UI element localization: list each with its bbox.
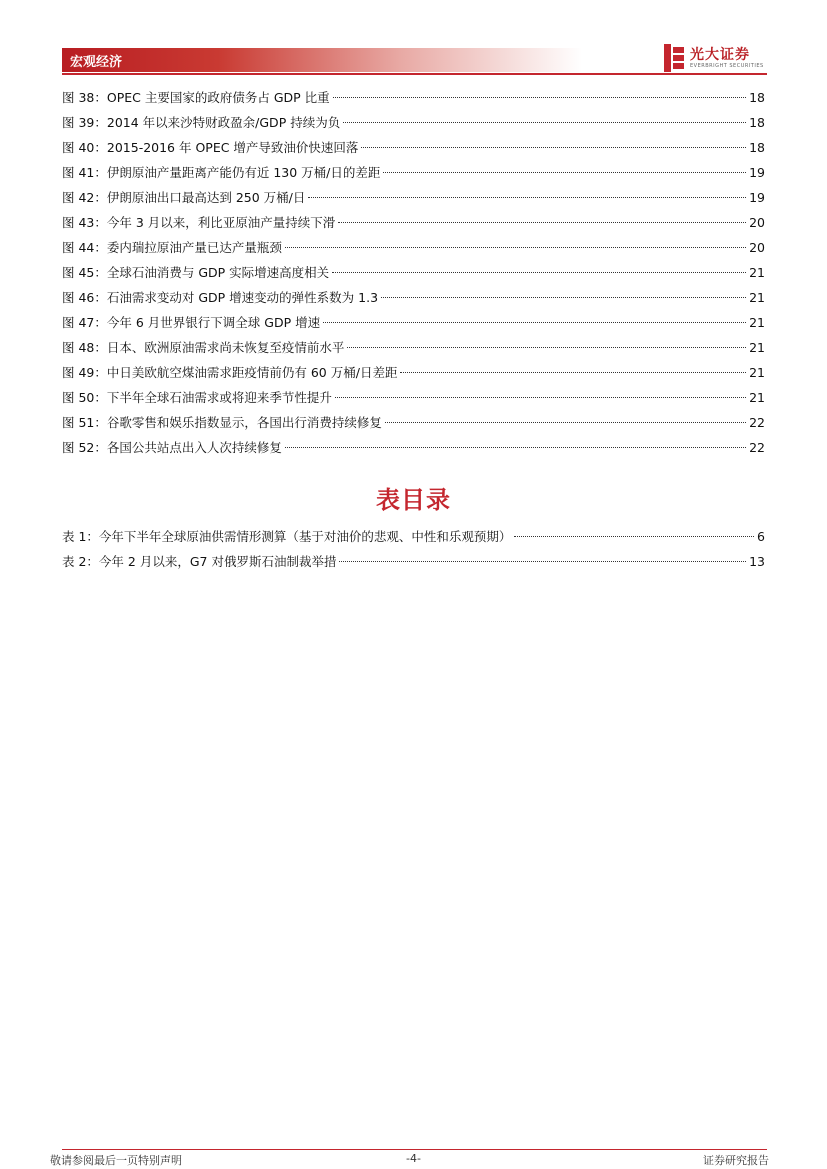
- toc-entry-page: 18: [749, 140, 765, 155]
- toc-entry[interactable]: [62, 85, 765, 110]
- toc-entry-label: 图 38：OPEC 主要国家的政府债务占 GDP 比重: [62, 90, 330, 105]
- company-logo: [664, 44, 774, 72]
- toc-entry-page: 21: [749, 290, 765, 305]
- header-divider: [62, 73, 767, 75]
- header-band: [62, 48, 582, 72]
- toc-entry-label: 图 45：全球石油消费与 GDP 实际增速高度相关: [62, 265, 330, 280]
- footer-disclaimer: 敬请参阅最后一页特别声明: [50, 1154, 182, 1167]
- toc-entry[interactable]: [62, 310, 765, 335]
- toc-entry[interactable]: [62, 360, 765, 385]
- toc-leader-dots: [333, 97, 746, 98]
- toc-entry[interactable]: [62, 524, 765, 549]
- toc-entry-page: 19: [749, 190, 765, 205]
- toc-leader-dots: [347, 347, 746, 348]
- toc-entry[interactable]: [62, 135, 765, 160]
- toc-leader-dots: [361, 147, 746, 148]
- toc-entry-page: 21: [749, 340, 765, 355]
- toc-entry-label: 图 46：石油需求变动对 GDP 增速变动的弹性系数为 1.3: [62, 290, 379, 305]
- toc-entry-label: 图 41：伊朗原油产量距离产能仍有近 130 万桶/日的差距: [62, 165, 381, 180]
- toc-entry[interactable]: [62, 385, 765, 410]
- logo-mark-icon: [664, 44, 684, 72]
- toc-entry-label: 图 50：下半年全球石油需求或将迎来季节性提升: [62, 390, 332, 405]
- toc-entry-page: 21: [749, 265, 765, 280]
- toc-entry-page: 18: [749, 115, 765, 130]
- toc-leader-dots: [338, 222, 746, 223]
- toc-entry-page: 22: [749, 415, 765, 430]
- toc-leader-dots: [308, 197, 746, 198]
- toc-entry-label: 图 52：各国公共站点出入人次持续修复: [62, 440, 282, 455]
- toc-entry[interactable]: [62, 410, 765, 435]
- toc-entry-page: 13: [749, 554, 765, 569]
- toc-entry-page: 20: [749, 240, 765, 255]
- toc-entry[interactable]: [62, 549, 765, 574]
- toc-entry-page: 19: [749, 165, 765, 180]
- toc-entry-label: 图 40：2015-2016 年 OPEC 增产导致油价快速回落: [62, 140, 359, 155]
- toc-leader-dots: [335, 397, 746, 398]
- toc-leader-dots: [285, 247, 746, 248]
- toc-entry-label: 表 2：今年 2 月以来，G7 对俄罗斯石油制裁举措: [62, 554, 337, 569]
- toc-entry-label: 图 49：中日美欧航空煤油需求距疫情前仍有 60 万桶/日差距: [62, 365, 398, 380]
- toc-leader-dots: [285, 447, 746, 448]
- figure-list: [62, 85, 765, 460]
- toc-leader-dots: [343, 122, 746, 123]
- toc-entry-label: 图 44：委内瑞拉原油产量已达产量瓶颈: [62, 240, 282, 255]
- toc-entry-page: 21: [749, 365, 765, 380]
- toc-entry-label: 图 47：今年 6 月世界银行下调全球 GDP 增速: [62, 315, 321, 330]
- toc-entry-label: 图 39：2014 年以来沙特财政盈余/GDP 持续为负: [62, 115, 341, 130]
- logo-name: 光大证券: [690, 47, 750, 63]
- toc-entry[interactable]: [62, 260, 765, 285]
- toc-entry-label: 图 43：今年 3 月以来，利比亚原油产量持续下滑: [62, 215, 336, 230]
- logo-english-name: EVERBRIGHT SECURITIES: [690, 63, 764, 69]
- toc-entry-label: 表 1：今年下半年全球原油供需情形测算（基于对油价的悲观、中性和乐观预期）: [62, 529, 512, 544]
- footer-divider: [62, 1149, 767, 1150]
- toc-entry[interactable]: [62, 160, 765, 185]
- toc-entry-label: 图 42：伊朗原油出口最高达到 250 万桶/日: [62, 190, 306, 205]
- toc-entry-page: 21: [749, 390, 765, 405]
- toc-entry-page: 21: [749, 315, 765, 330]
- toc-leader-dots: [332, 272, 746, 273]
- toc-leader-dots: [514, 536, 754, 537]
- toc-leader-dots: [385, 422, 746, 423]
- toc-leader-dots: [383, 172, 746, 173]
- tables-section-title: 表目录: [376, 486, 451, 514]
- toc-leader-dots: [381, 297, 746, 298]
- table-list: [62, 524, 765, 574]
- section-label: 宏观经济: [70, 55, 123, 70]
- toc-entry[interactable]: [62, 110, 765, 135]
- toc-entry-page: 20: [749, 215, 765, 230]
- toc-leader-dots: [400, 372, 746, 373]
- toc-entry-page: 18: [749, 90, 765, 105]
- toc-entry-page: 6: [757, 529, 765, 544]
- toc-entry-label: 图 51：谷歌零售和娱乐指数显示，各国出行消费持续修复: [62, 415, 382, 430]
- toc-entry-label: 图 48：日本、欧洲原油需求尚未恢复至疫情前水平: [62, 340, 345, 355]
- footer-report-type: 证券研究报告: [703, 1154, 769, 1167]
- toc-entry-page: 22: [749, 440, 765, 455]
- toc-leader-dots: [339, 561, 746, 562]
- toc-entry[interactable]: [62, 210, 765, 235]
- toc-entry[interactable]: [62, 285, 765, 310]
- toc-leader-dots: [323, 322, 746, 323]
- page-number: -4-: [406, 1152, 421, 1165]
- toc-entry[interactable]: [62, 335, 765, 360]
- toc-entry[interactable]: [62, 435, 765, 460]
- toc-entry[interactable]: [62, 185, 765, 210]
- toc-entry[interactable]: [62, 235, 765, 260]
